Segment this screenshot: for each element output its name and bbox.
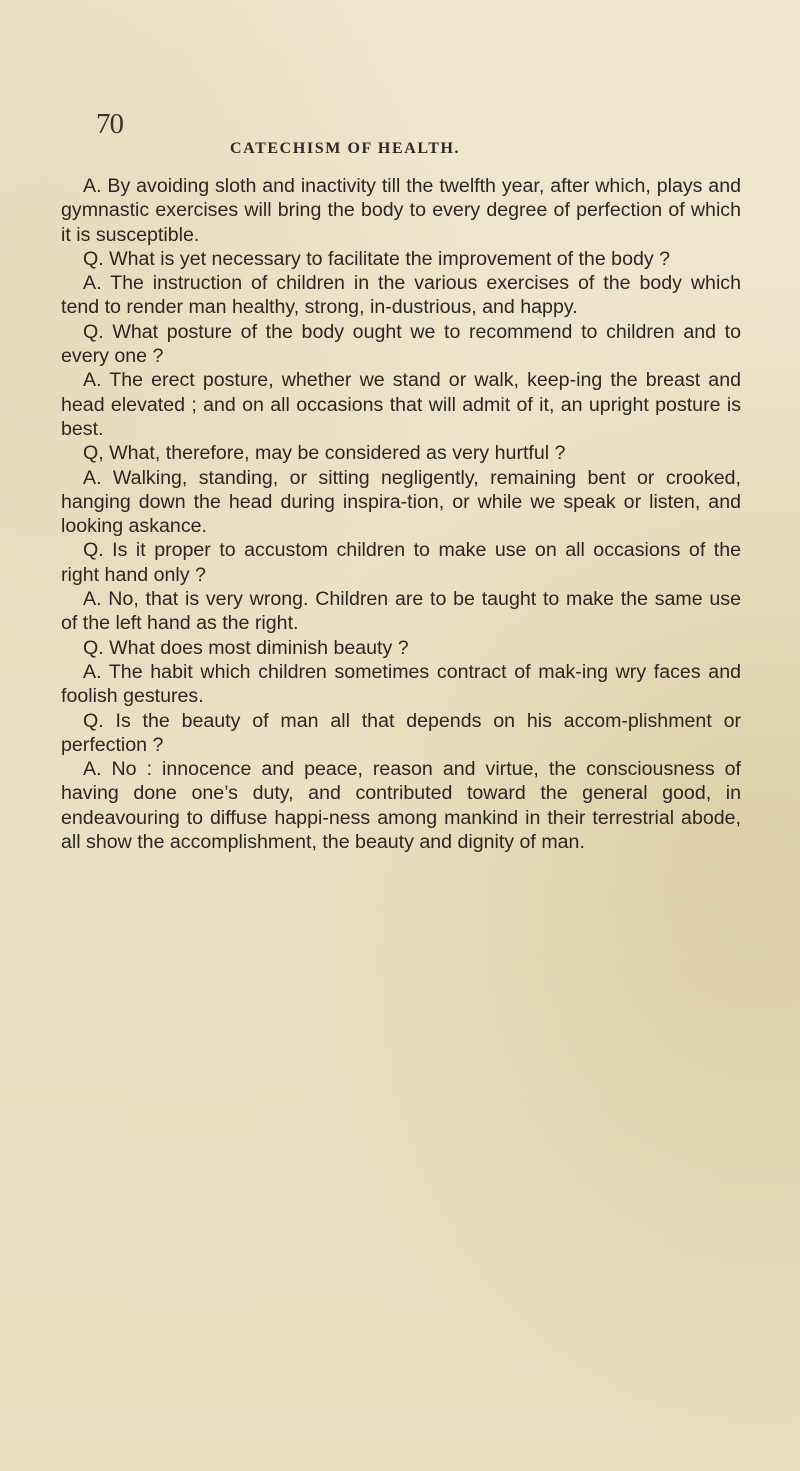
page-header [0,108,800,156]
question-paragraph: Q. What is yet necessary to facilitate the improvement of the body ? [83,247,670,270]
answer-paragraph: A. Walking, standing, or sitting negligently, remaining bent or crooked, hanging down the head during inspira-tion, or while we speak or listen, and looking askance. [61,466,741,538]
answer-paragraph: A. No : innocence and peace, reason and virtue, the consciousness of having done one’s duty, and contributed toward the general good, in endeavouring to diffuse happi-ness among mankind in their terrestrial abode, all show the accomplishment, the beauty and dignity of man. [61,758,741,854]
question-paragraph: Q. What does most diminish beauty ? [83,636,409,659]
answer-paragraph: A. No, that is very wrong. Children are to be taught to make the same use of the left hand as the right. [61,588,741,635]
question-paragraph: Q. Is it proper to accustom children to make use on all occasions of the right hand only ? [61,539,741,586]
answer-paragraph: A. The habit which children sometimes contract of mak-ing wry faces and foolish gestures. [61,660,741,708]
answer-paragraph: A. By avoiding sloth and inactivity till the twelfth year, after which, plays and gymnastic exercises will bring the body to every degree of perfection of which it is susceptible. [61,175,741,246]
answer-paragraph: A. The instruction of children in the various exercises of the body which tend to render man healthy, strong, in-dustrious, and happy. [61,272,741,319]
question-paragraph: Q. Is the beauty of man all that depends on his accom-plishment or perfection ? [61,709,741,756]
running-head: CATECHISM OF HEALTH. [230,140,461,157]
question-paragraph: Q. What posture of the body ought we to recommend to children and to every one ? [61,320,741,368]
body-text [61,174,741,854]
page-number: 70 [96,108,123,140]
answer-paragraph: A. The erect posture, whether we stand or walk, keep-ing the breast and head elevated ; and on all occasions that will admit of it, an upright posture is best. [61,369,741,440]
question-paragraph: Q, What, therefore, may be considered as very hurtful ? [83,442,566,465]
